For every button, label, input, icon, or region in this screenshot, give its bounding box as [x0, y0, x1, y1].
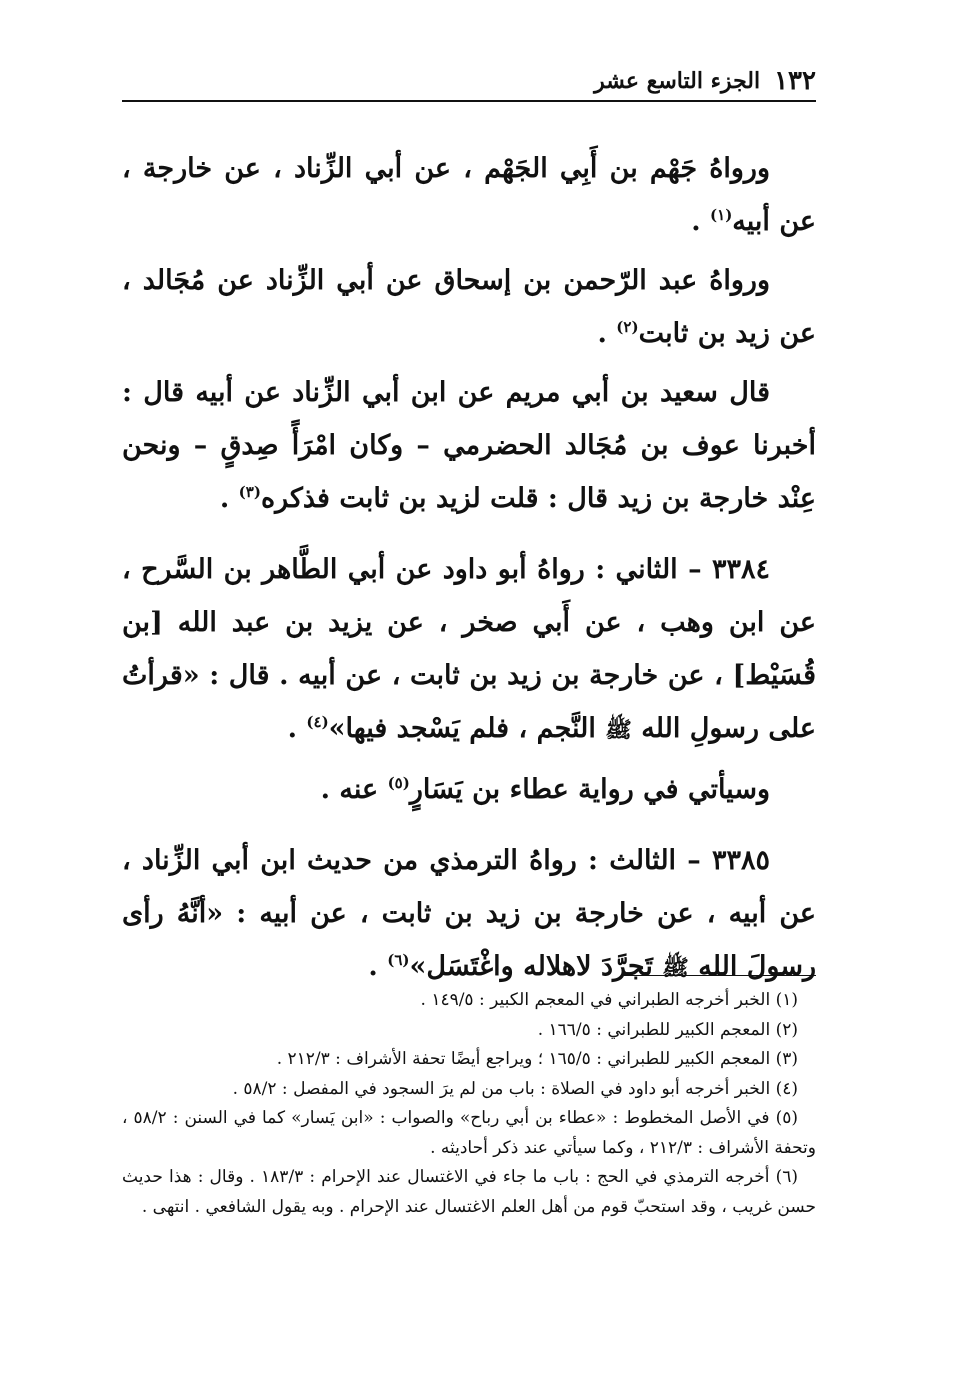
footnote-ref-4: (٤): [306, 713, 329, 731]
paragraph-2: ورواهُ عبد الرّحمن بن إسحاق عن أبي الزِّناد عن مُجَالد ، عن زيد بن ثابت$^{(٢)}$ .: [122, 265, 816, 349]
footnote-2: (٢) المعجم الكبير للطبراني : ١٦٦/٥ .: [537, 1019, 798, 1040]
footnotes: [122, 986, 816, 1222]
footnote-3: (٣) المعجم الكبير للطبراني : ١٦٥/٥ ؛ ويراجع أيضًا تحفة الأشراف : ٢١٢/٣ .: [276, 1049, 798, 1069]
paragraph-hadith-3385: ٣٣٨٥ – الثالث : رواهُ الترمذي من حديث ابن أبي الزِّناد ، عن أبيه ، عن خارجة بن زيد بن ثابت ، عن أبيه : «أنَّهُ رأى رسولَ الله ﷺ تَجرَّدَ لاهلاله واغْتَسَل»$^{(٦)}$ .: [122, 845, 816, 982]
footnote-5: (٥) في الأصل المخطوط : «عطاء بن أبي رباح» والصواب : «ابن يَسار» كما في السنن : ٥٨/٢ ، وتحفة الأشراف : ٢١٢/٣ ، وكما سيأتي عند ذكر أحاديثه .: [122, 1108, 816, 1158]
footnote-ref-3: (٣): [238, 483, 261, 501]
footnote-ref-1: (١): [710, 206, 733, 224]
page-number: ١٣٢: [774, 66, 816, 96]
footnote-1: (١) الخبر أخرجه الطبراني في المعجم الكبير : ١٤٩/٥ .: [420, 990, 798, 1010]
footnote-ref-2: (٢): [616, 318, 639, 336]
volume-title: الجزء التاسع عشر: [594, 68, 761, 94]
paragraph-3: قال سعيد بن أبي مريم عن ابن أبي الزِّناد عن أبيه قال : أخبرنا عوف بن مُجَالد الحضرمي – وكان امْرَأً صِدقٍ – ونحن عِنْد خارجة بن زيد قال : قلت لزيد بن ثابت فذكره$^{(٣)}$ .: [122, 377, 816, 514]
footnote-6: (٦) أخرجه الترمذي في الحج : باب ما جاء في الاغتسال عند الإحرام : ١٨٣/٣ . وقال : هذا حديث حسن غريب ، وقد استحبّ قوم من أهل العلم الاغتسال عند الإحرام . وبه يقول الشافعي . انتهى .: [122, 1167, 816, 1217]
main-text: [122, 142, 816, 1001]
footnote-rule: [621, 975, 816, 976]
footnote-ref-5: (٥): [387, 774, 410, 792]
footnote-4: (٤) الخبر أخرجه أبو داود في الصلاة : باب من لم يرَ السجود في المفصل : ٥٨/٢ .: [232, 1078, 798, 1099]
salutation-glyph: ﷺ: [605, 717, 632, 743]
paragraph-hadith-3384: ٣٣٨٤ – الثاني : رواهُ أبو داود عن أبي الطَّاهر بن السَّرح ، عن ابن وهب ، عن أَبي صخر ، عن يزيد بن عبد الله [بن قُسَيْط] ، عن خارجة بن زيد بن ثابت ، عن أبيه . قال : «قرأتُ على رسولِ الله ﷺ النَّجم ، فلم يَسْجد فيها»$^{(٤)}$ .: [122, 554, 816, 744]
header-rule: [122, 100, 816, 102]
salutation-glyph: ﷺ: [662, 955, 689, 981]
running-head: [120, 62, 816, 100]
paragraph-5: وسيأتي في رواية عطاء بن يَسَارٍ$^{(٥)}$ عنه .: [320, 774, 770, 805]
footnote-ref-6: (٦): [387, 951, 410, 969]
paragraph-1: ورواهُ جَهْم بن أَبِي الجَهْم ، عن أبي الزِّناد ، عن خارجة ، عن أبيه$^{(١)}$ .: [122, 153, 816, 237]
